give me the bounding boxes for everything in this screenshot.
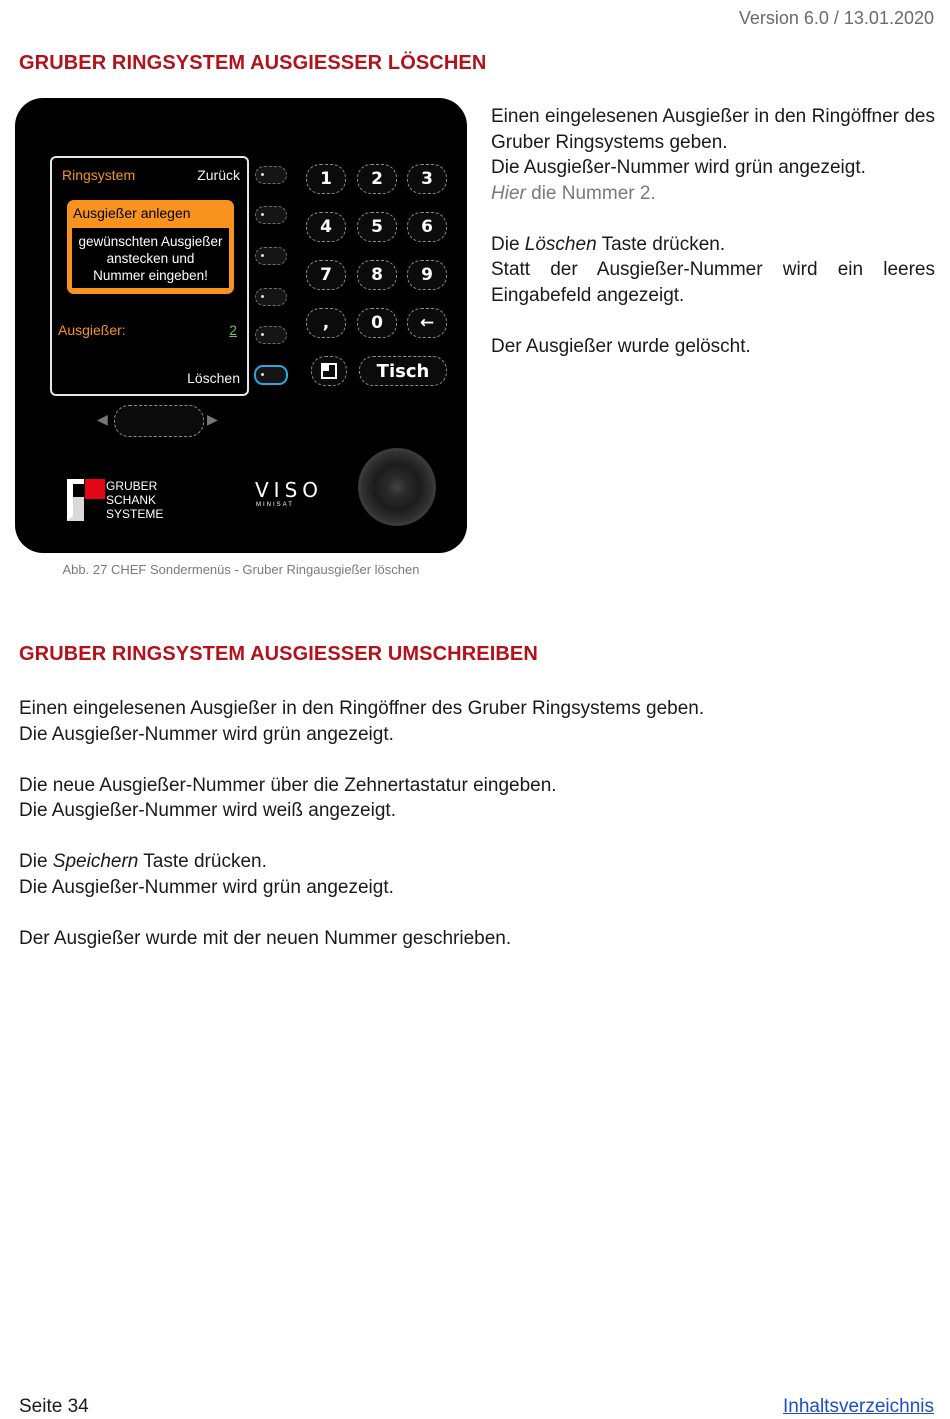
text-line: Die Ausgießer-Nummer wird weiß angezeigt. [19, 800, 396, 821]
key-tisch: Tisch [359, 356, 447, 386]
section2-text [19, 696, 929, 951]
text-line: Die Ausgießer-Nummer wird grün angezeigt. [19, 723, 394, 745]
text-line: Der Ausgießer wurde gelöscht. [491, 335, 751, 357]
device-image [15, 98, 467, 553]
softkey-2 [255, 206, 287, 224]
logo-line: GRUBER [106, 479, 158, 493]
toc-link[interactable]: Inhaltsverzeichnis [782, 1396, 934, 1417]
ring-opener-knob [358, 448, 436, 526]
text-line: Die Ausgießer-Nummer wird grün angezeigt. [19, 876, 394, 898]
key-9: 9 [407, 260, 447, 290]
dialog-title: Ausgießer anlegen [73, 205, 191, 221]
key-backspace: ← [407, 308, 447, 338]
screen-title: Ringsystem [62, 167, 136, 183]
page-number: Seite 34 [19, 1396, 89, 1417]
version-label: Version 6.0 / 13.01.2020 [738, 8, 934, 28]
key-0: 0 [357, 308, 397, 338]
text-line: Statt der Ausgießer-Nummer wird ein leeres Eingabefeld angezeigt. [491, 259, 935, 306]
softkey-1 [255, 166, 287, 184]
nav-left-icon: ◀ [97, 411, 108, 427]
dialog-message [72, 228, 229, 288]
softkey-delete-highlighted [254, 365, 288, 385]
key-5: 5 [357, 212, 397, 242]
figure-caption: Abb. 27 CHEF Sondermenüs - Gruber Ringausgießer löschen [62, 562, 420, 577]
pourer-number-value: 2 [229, 322, 237, 338]
text-line: Einen eingelesenen Ausgießer in den Ringöffner des Gruber Ringsystems geben. [491, 106, 935, 153]
key-comma: , [306, 308, 346, 338]
section-title-rewrite: GRUBER RINGSYSTEM AUSGIESSER UMSCHREIBEN [19, 643, 538, 665]
section-title-delete: GRUBER RINGSYSTEM AUSGIESSER LÖSCHEN [19, 52, 487, 74]
italic-text: Löschen [524, 233, 597, 255]
key-7: 7 [306, 260, 346, 290]
dialog-line: gewünschten Ausgießer [78, 234, 223, 249]
text-line: Einen eingelesenen Ausgießer in den Ringöffner des Gruber Ringsystems geben. [19, 698, 705, 719]
logo-wordmark [106, 479, 163, 521]
text-line [19, 849, 929, 875]
pourer-field-label: Ausgießer: [58, 322, 126, 338]
text-line: Der Ausgießer wurde mit der neuen Nummer geschrieben. [19, 927, 512, 949]
text-line [491, 181, 935, 207]
device-screen [50, 156, 249, 396]
section1-text [491, 104, 935, 359]
dialog-line: Nummer eingeben! [93, 268, 208, 283]
text-span: Taste drücken. [596, 233, 726, 255]
italic-text: Speichern [52, 851, 139, 872]
screen-back-label: Zurück [197, 167, 240, 183]
text-line: Die Ausgießer-Nummer wird grün angezeigt. [491, 157, 866, 178]
text-span: die Nummer 2. [525, 182, 656, 204]
text-span: Die [19, 851, 53, 872]
key-1: 1 [306, 164, 346, 194]
logo-line: SYSTEME [106, 507, 164, 521]
key-4: 4 [306, 212, 346, 242]
screen-toggle-icon [311, 356, 347, 386]
key-8: 8 [357, 260, 397, 290]
text-span: Taste drücken. [138, 851, 267, 872]
viso-brand: VISO [255, 478, 324, 502]
screen-delete-label: Löschen [187, 370, 240, 386]
softkey-5 [255, 326, 287, 344]
nav-right-icon: ▶ [207, 411, 218, 427]
nav-slider [114, 405, 204, 437]
key-2: 2 [357, 164, 397, 194]
text-line [491, 232, 935, 258]
italic-text: Hier [491, 182, 526, 204]
text-span: Die [491, 233, 525, 255]
softkey-3 [255, 247, 287, 265]
key-3: 3 [407, 164, 447, 194]
dialog-line: anstecken und [106, 251, 195, 266]
key-6: 6 [407, 212, 447, 242]
screen-dialog [67, 200, 234, 294]
viso-subbrand: MINISAT [256, 502, 294, 508]
text-line: Die neue Ausgießer-Nummer über die Zehnertastatur eingeben. [19, 774, 557, 796]
logo-line: SCHANK [106, 493, 157, 507]
softkey-4 [255, 288, 287, 306]
